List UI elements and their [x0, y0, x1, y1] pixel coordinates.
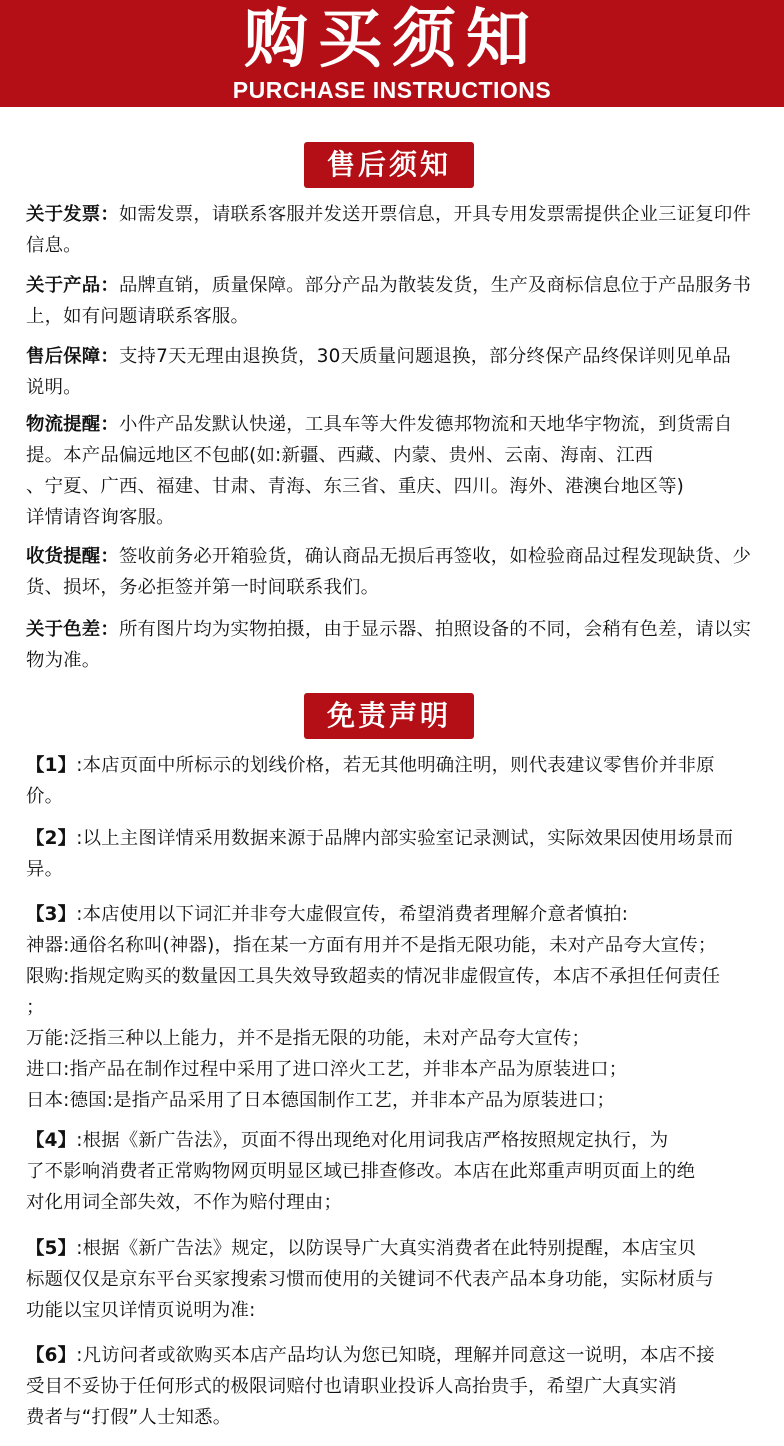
- item-label: 售后保障：: [26, 346, 119, 367]
- item-text-cont: 价。: [26, 786, 64, 807]
- item-text-cont: 信息。: [26, 235, 82, 256]
- item-text: 如需发票，请联系客服并发送开票信息，开具专用发票需提供企业三证复印件: [118, 204, 752, 225]
- disclaimer-item-5: [26, 1233, 762, 1326]
- page-subtitle: PURCHASE INSTRUCTIONS: [232, 77, 552, 103]
- item-text: 支持7天无理由退换货，30天质量问题退换，部分终保产品终保详则见单品: [118, 346, 731, 367]
- item-text-cont: 物为准。: [26, 650, 101, 671]
- item-text: 签收前务必开箱验货，确认商品无损后再签收，如检验商品过程发现缺货、少: [118, 546, 752, 567]
- aftersale-heading: 售后须知: [304, 142, 474, 188]
- disclaimer-item-4: [26, 1125, 762, 1218]
- item-text: :凡访问者或欲购买本店产品均认为您已知晓，理解并同意这一说明，本店不接: [76, 1345, 715, 1366]
- page-header: [0, 0, 784, 107]
- term-item-cont: ；: [26, 997, 45, 1018]
- aftersale-item-product: [26, 270, 762, 332]
- term-item: 万能:泛指三种以上能力，并不是指无限的功能，未对产品夸大宣传；: [26, 1028, 591, 1049]
- aftersale-item-logistics: [26, 409, 762, 533]
- item-text-cont: 功能以宝贝详情页说明为准:: [26, 1300, 256, 1321]
- item-text-cont: 标题仅仅是京东平台买家搜索习惯而使用的关键词不代表产品本身功能，实际材质与: [26, 1269, 714, 1290]
- item-label: 【2】: [26, 828, 77, 849]
- item-label: 【4】: [26, 1130, 77, 1151]
- disclaimer-heading: 免责声明: [304, 693, 474, 739]
- item-text-cont: 上，如有问题请联系客服。: [26, 306, 250, 327]
- item-text: 所有图片均为实物拍摄，由于显示器、拍照设备的不同，会稍有色差，请以实: [118, 619, 752, 640]
- disclaimer-item-3: [26, 899, 762, 1116]
- item-label: 【6】: [26, 1345, 77, 1366]
- item-label: 关于色差：: [26, 619, 119, 640]
- aftersale-item-receipt: [26, 541, 762, 603]
- item-text: :本店页面中所标示的划线价格，若无其他明确注明，则代表建议零售价并非原: [76, 755, 715, 776]
- aftersale-item-warranty: [26, 341, 762, 403]
- item-text-cont: 受目不妥协于任何形式的极限词赔付也请职业投诉人高抬贵手，希望广大真实消: [26, 1376, 677, 1397]
- item-text: :本店使用以下词汇并非夸大虚假宣传，希望消费者理解介意者慎拍:: [76, 904, 629, 925]
- item-label: 关于发票：: [26, 204, 119, 225]
- item-text-cont: 提。本产品偏远地区不包邮(如:新疆、西藏、内蒙、贵州、云南、海南、江西: [26, 445, 654, 466]
- page-title: 购买须知: [244, 3, 540, 77]
- item-label: 物流提醒：: [26, 414, 119, 435]
- item-text-cont: 费者与“打假”人士知悉。: [26, 1407, 232, 1428]
- item-text-cont: 详情请咨询客服。: [26, 507, 175, 528]
- term-item: 神器:通俗名称叫(神器)，指在某一方面有用并不是指无限功能，未对产品夸大宣传；: [26, 935, 717, 956]
- item-label: 【3】: [26, 904, 77, 925]
- term-item: 日本:德国:是指产品采用了日本德国制作工艺，并非本产品为原装进口；: [26, 1090, 616, 1111]
- item-label: 【5】: [26, 1238, 77, 1259]
- item-text: 品牌直销，质量保障。部分产品为散装发货，生产及商标信息位于产品服务书: [118, 275, 752, 296]
- disclaimer-item-2: [26, 823, 762, 885]
- term-item: 限购:指规定购买的数量因工具失效导致超卖的情况非虚假宣传，本店不承担任何责任: [26, 966, 721, 987]
- disclaimer-item-1: [26, 750, 762, 812]
- item-text: :根据《新广告法》规定，以防误导广大真实消费者在此特别提醒，本店宝贝: [76, 1238, 697, 1259]
- aftersale-item-invoice: [26, 199, 762, 261]
- item-label: 收货提醒：: [26, 546, 119, 567]
- item-text-cont: 、宁夏、广西、福建、甘肃、青海、东三省、重庆、四川。海外、港澳台地区等): [26, 476, 685, 497]
- term-item: 进口:指产品在制作过程中采用了进口淬火工艺，并非本产品为原装进口；: [26, 1059, 628, 1080]
- item-text-cont: 了不影响消费者正常购物网页明显区域已排查修改。本店在此郑重声明页面上的绝: [26, 1161, 696, 1182]
- item-text: :以上主图详情采用数据来源于品牌内部实验室记录测试，实际效果因使用场景而: [76, 828, 734, 849]
- item-label: 关于产品：: [26, 275, 119, 296]
- item-text-cont: 对化用词全部失效，不作为赔付理由；: [26, 1192, 343, 1213]
- item-text-cont: 货、损坏，务必拒签并第一时间联系我们。: [26, 577, 380, 598]
- disclaimer-item-6: [26, 1340, 762, 1433]
- item-text: :根据《新广告法》，页面不得出现绝对化用词我店严格按照规定执行，为: [76, 1130, 669, 1151]
- item-text-cont: 异。: [26, 859, 64, 880]
- item-label: 【1】: [26, 755, 77, 776]
- item-text: 小件产品发默认快递，工具车等大件发德邦物流和天地华宇物流，到货需自: [118, 414, 733, 435]
- item-text-cont: 说明。: [26, 377, 82, 398]
- aftersale-item-color: [26, 614, 762, 676]
